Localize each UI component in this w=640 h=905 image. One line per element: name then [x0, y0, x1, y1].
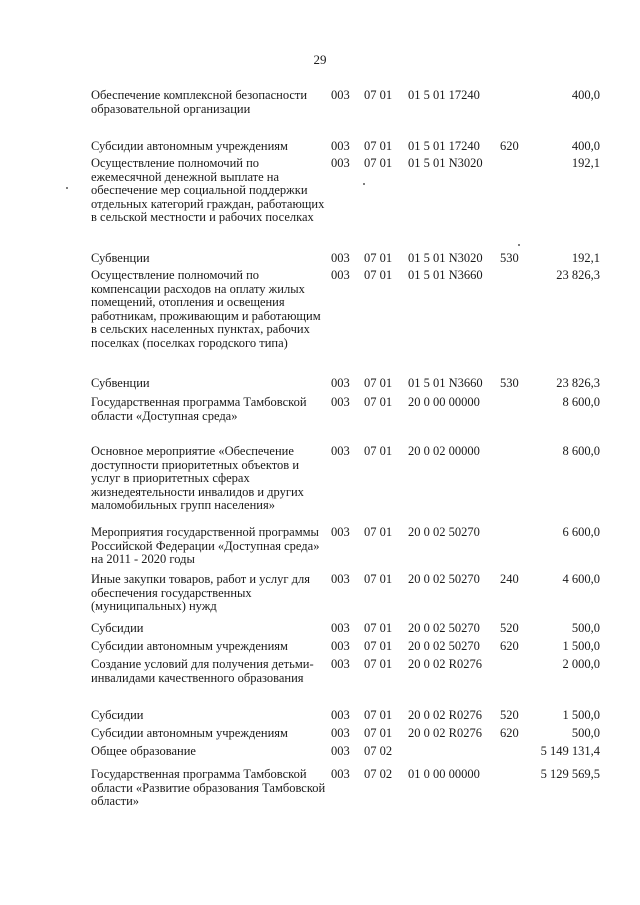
target-article-code: 20 0 00 00000 — [408, 395, 480, 409]
dept-code: 003 — [331, 268, 350, 282]
row-name: Субсидии автономным учреждениям — [91, 139, 288, 153]
dept-code: 003 — [331, 639, 350, 653]
dept-code: 003 — [331, 251, 350, 265]
expense-type-code: 620 — [500, 639, 519, 653]
section-code: 07 02 — [364, 767, 393, 781]
row-name: Государственная программа Тамбовской области «Развитие образования Тамбовской области» — [91, 767, 326, 809]
row-name: Осуществление полномочий по ежемесячной денежной выплате на обеспечение мер социальной поддержки отдельных категорий граждан, работающих в сельской местности и рабочих поселках — [91, 156, 325, 225]
dept-code: 003 — [331, 156, 350, 170]
dept-code: 003 — [331, 657, 350, 671]
row-name: Субсидии автономным учреждениям — [91, 726, 288, 740]
section-code: 07 01 — [364, 444, 393, 458]
target-article-code: 01 5 01 N3020 — [408, 251, 483, 265]
section-code: 07 01 — [364, 376, 393, 390]
scan-speck — [363, 183, 365, 185]
section-code: 07 01 — [364, 657, 393, 671]
dept-code: 003 — [331, 708, 350, 722]
scan-speck — [518, 244, 520, 246]
page-number: 29 — [313, 52, 327, 67]
expense-type-code: 620 — [500, 139, 519, 153]
target-article-code: 20 0 02 50270 — [408, 639, 480, 653]
row-name: Субсидии автономным учреждениям — [91, 639, 288, 653]
section-code: 07 01 — [364, 525, 393, 539]
dept-code: 003 — [331, 726, 350, 740]
expense-type-code: 520 — [500, 708, 519, 722]
dept-code: 003 — [331, 744, 350, 758]
section-code: 07 01 — [364, 156, 393, 170]
target-article-code: 20 0 02 R0276 — [408, 657, 482, 671]
target-article-code: 20 0 02 50270 — [408, 525, 480, 539]
target-article-code: 01 5 01 N3660 — [408, 376, 483, 390]
expense-type-code: 530 — [500, 251, 519, 265]
section-code: 07 01 — [364, 88, 393, 102]
section-code: 07 01 — [364, 708, 393, 722]
row-name: Субсидии — [91, 621, 144, 635]
row-name: Субвенции — [91, 251, 150, 265]
expense-type-code: 520 — [500, 621, 519, 635]
row-amount: 192,1 — [571, 156, 600, 170]
target-article-code: 20 0 02 50270 — [408, 621, 480, 635]
row-name: Основное мероприятие «Обеспечение доступности приоритетных объектов и услуг в приоритетных сферах жизнедеятельности инвалидов и других маломобильных групп населения» — [91, 444, 304, 513]
row-amount: 23 826,3 — [556, 376, 600, 390]
section-code: 07 01 — [364, 268, 393, 282]
target-article-code: 20 0 02 00000 — [408, 444, 480, 458]
row-name: Осуществление полномочий по компенсации расходов на оплату жилых помещений, отопления и освещения работникам, проживающим и работающим в сельских населенных пунктах, рабочих поселках (поселках городского типа) — [91, 268, 321, 350]
dept-code: 003 — [331, 395, 350, 409]
dept-code: 003 — [331, 376, 350, 390]
dept-code: 003 — [331, 572, 350, 586]
target-article-code: 01 5 01 N3660 — [408, 268, 483, 282]
row-amount: 500,0 — [571, 726, 600, 740]
row-amount: 6 600,0 — [562, 525, 600, 539]
row-amount: 2 000,0 — [562, 657, 600, 671]
dept-code: 003 — [331, 621, 350, 635]
expense-type-code: 240 — [500, 572, 519, 586]
row-amount: 192,1 — [571, 251, 600, 265]
row-name: Субсидии — [91, 708, 144, 722]
target-article-code: 20 0 02 R0276 — [408, 708, 482, 722]
row-amount: 8 600,0 — [562, 395, 600, 409]
row-amount: 1 500,0 — [562, 708, 600, 722]
target-article-code: 20 0 02 R0276 — [408, 726, 482, 740]
row-name: Общее образование — [91, 744, 196, 758]
section-code: 07 01 — [364, 572, 393, 586]
row-name: Создание условий для получения детьми-инвалидами качественного образования — [91, 657, 314, 685]
section-code: 07 01 — [364, 621, 393, 635]
target-article-code: 01 5 01 17240 — [408, 139, 480, 153]
dept-code: 003 — [331, 444, 350, 458]
row-amount: 23 826,3 — [556, 268, 600, 282]
dept-code: 003 — [331, 139, 350, 153]
dept-code: 003 — [331, 88, 350, 102]
row-amount: 500,0 — [571, 621, 600, 635]
target-article-code: 01 5 01 N3020 — [408, 156, 483, 170]
row-amount: 1 500,0 — [562, 639, 600, 653]
row-amount: 5 129 569,5 — [540, 767, 600, 781]
section-code: 07 01 — [364, 395, 393, 409]
target-article-code: 01 5 01 17240 — [408, 88, 480, 102]
row-amount: 8 600,0 — [562, 444, 600, 458]
row-amount: 5 149 131,4 — [540, 744, 600, 758]
section-code: 07 01 — [364, 639, 393, 653]
expense-type-code: 530 — [500, 376, 519, 390]
row-amount: 4 600,0 — [562, 572, 600, 586]
section-code: 07 01 — [364, 726, 393, 740]
section-code: 07 01 — [364, 251, 393, 265]
section-code: 07 01 — [364, 139, 393, 153]
target-article-code: 01 0 00 00000 — [408, 767, 480, 781]
row-name: Государственная программа Тамбовской области «Доступная среда» — [91, 395, 307, 423]
row-amount: 400,0 — [571, 88, 600, 102]
row-name: Обеспечение комплексной безопасности образовательной организации — [91, 88, 308, 116]
dept-code: 003 — [331, 767, 350, 781]
row-amount: 400,0 — [571, 139, 600, 153]
row-name: Субвенции — [91, 376, 150, 390]
dept-code: 003 — [331, 525, 350, 539]
row-name: Иные закупки товаров, работ и услуг для обеспечения государственных (муниципальных) нужд — [91, 572, 311, 614]
row-name: Мероприятия государственной программы Российской Федерации «Доступная среда» на 2011 - 2020 годы — [91, 525, 320, 567]
target-article-code: 20 0 02 50270 — [408, 572, 480, 586]
section-code: 07 02 — [364, 744, 393, 758]
scan-speck — [66, 187, 68, 189]
expense-type-code: 620 — [500, 726, 519, 740]
